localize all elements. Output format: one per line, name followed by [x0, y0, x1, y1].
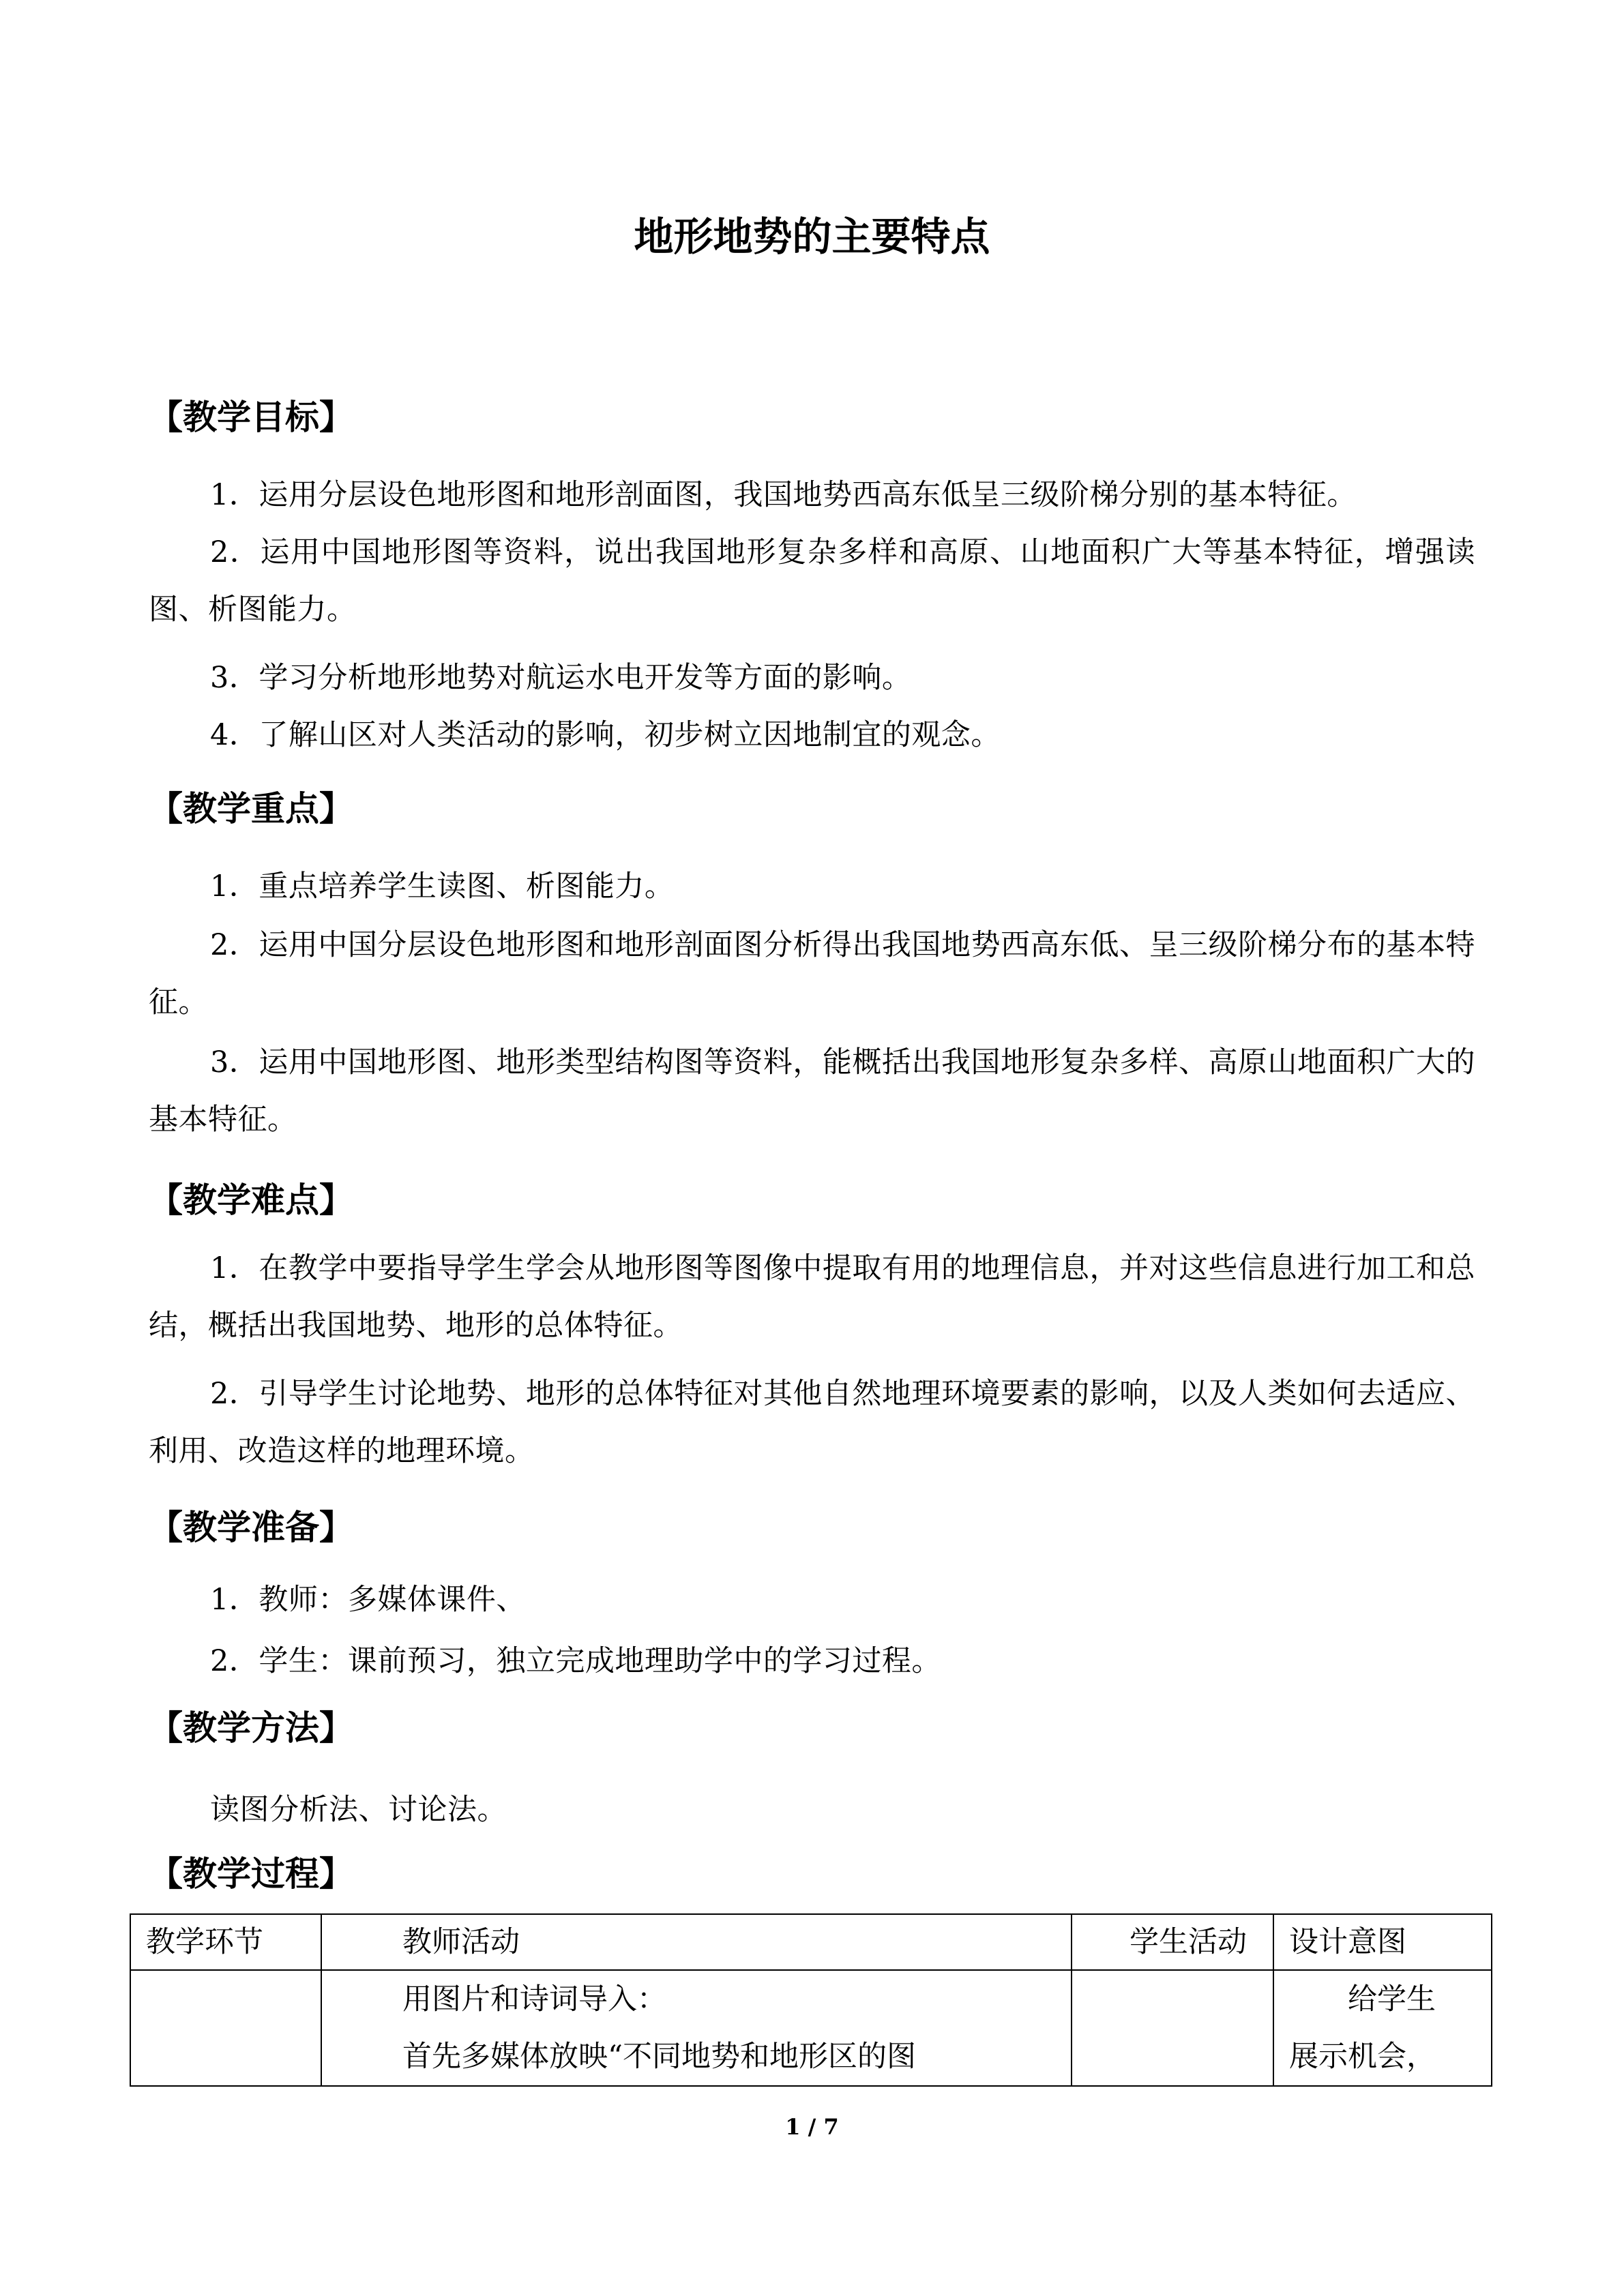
header-cell-stage: 教学环节 [130, 1914, 321, 1970]
key-point-item-2: 2．运用中国分层设色地形图和地形剖面图分析得出我国地势西高东低、呈三级阶梯分布的基本特征。 [149, 928, 1475, 1019]
table-row [130, 1970, 1492, 2086]
goal-item-4: 4．了解山区对人类活动的影响，初步树立因地制宜的观念。 [210, 718, 1001, 752]
page-number: 1 / 7 [785, 2114, 839, 2140]
header-cell-design: 设计意图 [1273, 1914, 1492, 1970]
preparation-item-2: 2．学生：课前预习，独立完成地理助学中的学习过程。 [210, 1644, 941, 1678]
design-intent-line: 展示机会， [1289, 2040, 1436, 2074]
section-heading-goals: 【教学目标】 [149, 398, 353, 437]
difficulty-item-2: 2．引导学生讨论地势、地形的总体特征对其他自然地理环境要素的影响，以及人类如何去适应、利用、改造这样的地理环境。 [149, 1377, 1475, 1468]
key-point-item-1: 1．重点培养学生读图、析图能力。 [210, 869, 675, 904]
section-heading-preparation: 【教学准备】 [149, 1508, 353, 1547]
section-heading-key-points: 【教学重点】 [149, 789, 353, 829]
goal-item-2: 2．运用中国地形图等资料，说出我国地形复杂多样和高原、山地面积广大等基本特征，增强读图、析图能力。 [149, 535, 1475, 627]
student-activity-cell [1072, 1970, 1273, 2086]
method-item-1: 读图分析法、讨论法。 [210, 1793, 507, 1827]
header-cell-teacher: 教师活动 [321, 1914, 1072, 1970]
key-point-item-3: 3．运用中国地形图、地形类型结构图等资料，能概括出我国地形复杂多样、高原山地面积广大的基本特征。 [149, 1045, 1475, 1137]
teacher-activity-line: 用图片和诗词导入： [402, 1982, 666, 2016]
page-title: 地形地势的主要特点 [634, 213, 990, 260]
section-heading-difficulties: 【教学难点】 [149, 1180, 353, 1220]
header-cell-student: 学生活动 [1072, 1914, 1273, 1970]
section-heading-methods: 【教学方法】 [149, 1708, 353, 1748]
section-heading-process: 【教学过程】 [149, 1854, 353, 1894]
design-intent-line: 给学生 [1348, 1982, 1436, 2016]
stage-cell [130, 1970, 321, 2086]
teacher-activity-cell [321, 1970, 1072, 2086]
teacher-activity-line: 首先多媒体放映“不同地势和地形区的图 [402, 2040, 916, 2074]
design-intent-cell [1273, 1970, 1492, 2086]
teaching-process-table [130, 1913, 1492, 2087]
table-header-row [130, 1914, 1492, 1970]
goal-item-1: 1．运用分层设色地形图和地形剖面图，我国地势西高东低呈三级阶梯分别的基本特征。 [210, 478, 1357, 512]
goal-item-3: 3．学习分析地形地势对航运水电开发等方面的影响。 [210, 661, 912, 695]
preparation-item-1: 1．教师：多媒体课件、 [210, 1583, 526, 1617]
difficulty-item-1: 1．在教学中要指导学生学会从地形图等图像中提取有用的地理信息，并对这些信息进行加工和总结，概括出我国地势、地形的总体特征。 [149, 1251, 1475, 1343]
